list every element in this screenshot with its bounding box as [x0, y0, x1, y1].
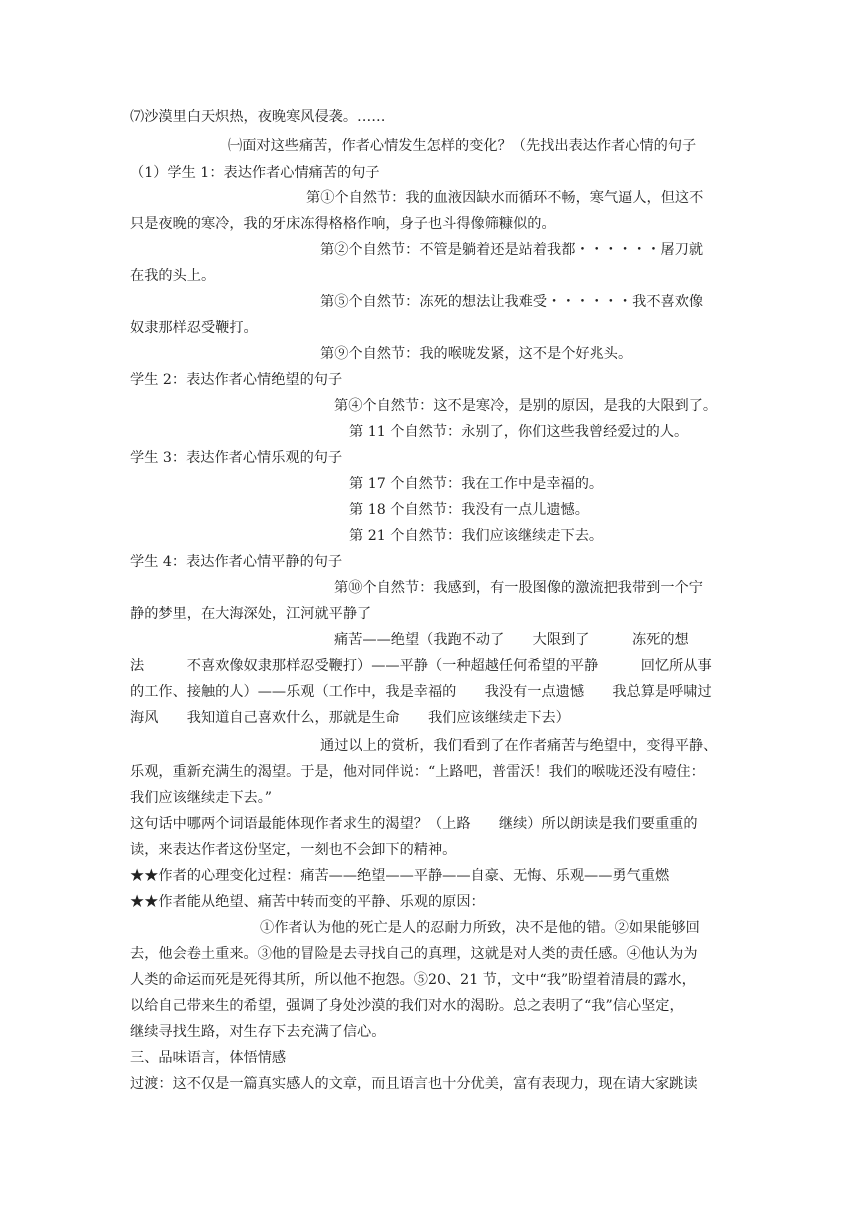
text-line: ⑺沙漠里白天炽热，夜晚寒风侵袭。…… — [130, 109, 386, 125]
quote-line: 静的梦里，在大海深处，江河就平静了 — [130, 606, 372, 622]
text-line: 学生 3：表达作者心情乐观的句子 — [130, 450, 343, 466]
section-heading: 三、品味语言，体悟情感 — [130, 1050, 287, 1066]
quote-line: 第⑨个自然节：我的喉咙发紧，这不是个好兆头。 — [320, 346, 633, 362]
quote-line: 在我的头上。 — [130, 268, 216, 284]
quote-line: 只是夜晚的寒冷，我的牙床冻得格格作响，身子也斗得像筛糠似的。 — [130, 216, 556, 232]
text-line: 过渡：这不仅是一篇真实感人的文章，而且语言也十分优美，富有表现力，现在请大家跳读 — [130, 1076, 698, 1092]
quote-line: 第 11 个自然节：永别了，你们这些我曾经爱过的人。 — [349, 424, 689, 440]
quote-line: 第⑤个自然节：冻死的想法让我难受・・・・・・我不喜欢像 — [320, 294, 704, 310]
text-line: 通过以上的赏析，我们看到了在作者痛苦与绝望中，变得平静、 — [320, 738, 718, 754]
summary-line: 痛苦——绝望（我跑不动了 大限到了 冻死的想 — [334, 632, 689, 648]
text-line: （1）学生 1：表达作者心情痛苦的句子 — [130, 165, 380, 181]
summary-line: 的工作、接触的人）——乐观（工作中，我是幸福的 我没有一点遗憾 我总算是呼啸过 — [130, 684, 712, 700]
quote-line: 第①个自然节：我的血液因缺水而循环不畅，寒气逼人，但这不 — [306, 190, 704, 206]
summary-line: 法 不喜欢像奴隶那样忍受鞭打）——平静（一种超越任何希望的平静 回忆所从事 — [130, 658, 712, 674]
quote-line: 第⑩个自然节：我感到，有一股图像的激流把我带到一个宁 — [334, 580, 703, 596]
key-point: ★★作者能从绝望、痛苦中转而变的平静、乐观的原因： — [130, 894, 485, 910]
text-line: 去，他会卷土重来。③他的冒险是去寻找自己的真理，这就是对人类的责任感。④他认为为 — [130, 946, 698, 962]
quote-line: 第④个自然节：这不是寒冷，是别的原因，是我的大限到了。 — [334, 398, 718, 414]
key-point: ★★作者的心理变化过程：痛苦——绝望——平静——自豪、无悔、乐观——勇气重燃 — [130, 868, 670, 884]
quote-line: 奴隶那样忍受鞭打。 — [130, 320, 258, 336]
question-heading: ㈠面对这些痛苦，作者心情发生怎样的变化？（先找出表达作者心情的句子 — [228, 138, 697, 154]
quote-line: 第 18 个自然节：我没有一点儿遗憾。 — [349, 502, 589, 518]
text-line: 继续寻找生路，对生存下去充满了信心。 — [130, 1024, 386, 1040]
summary-line: 海风 我知道自己喜欢什么，那就是生命 我们应该继续走下去） — [130, 710, 570, 726]
text-line: 学生 2：表达作者心情绝望的句子 — [130, 372, 343, 388]
quote-line: 第②个自然节：不管是躺着还是站着我都・・・・・・屠刀就 — [320, 242, 704, 258]
text-line: 读，来表达作者这份坚定，一刻也不会卸下的精神。 — [130, 842, 457, 858]
quote-line: 第 21 个自然节：我们应该继续走下去。 — [349, 528, 604, 544]
text-line: 我们应该继续走下去。” — [130, 790, 273, 806]
text-line: 以给自己带来生的希望，强调了身处沙漠的我们对水的渴盼。总之表明了“我”信心坚定， — [130, 998, 684, 1014]
text-line: 这句话中哪两个词语最能体现作者求生的渴望？（上路 继续）所以朗读是我们要重重的 — [130, 816, 698, 832]
text-line: 乐观，重新充满生的渴望。于是，他对同伴说：“上路吧，普雷沃！我们的喉咙还没有噎住： — [130, 764, 705, 780]
text-line: 人类的命运而死是死得其所，所以他不抱怨。⑤20、21 节，文中“我”盼望着清晨的露水， — [130, 972, 696, 988]
quote-line: 第 17 个自然节：我在工作中是幸福的。 — [349, 476, 604, 492]
text-line: ①作者认为他的死亡是人的忍耐力所致，决不是他的错。②如果能够回 — [260, 920, 700, 936]
text-line: 学生 4：表达作者心情平静的句子 — [130, 554, 343, 570]
